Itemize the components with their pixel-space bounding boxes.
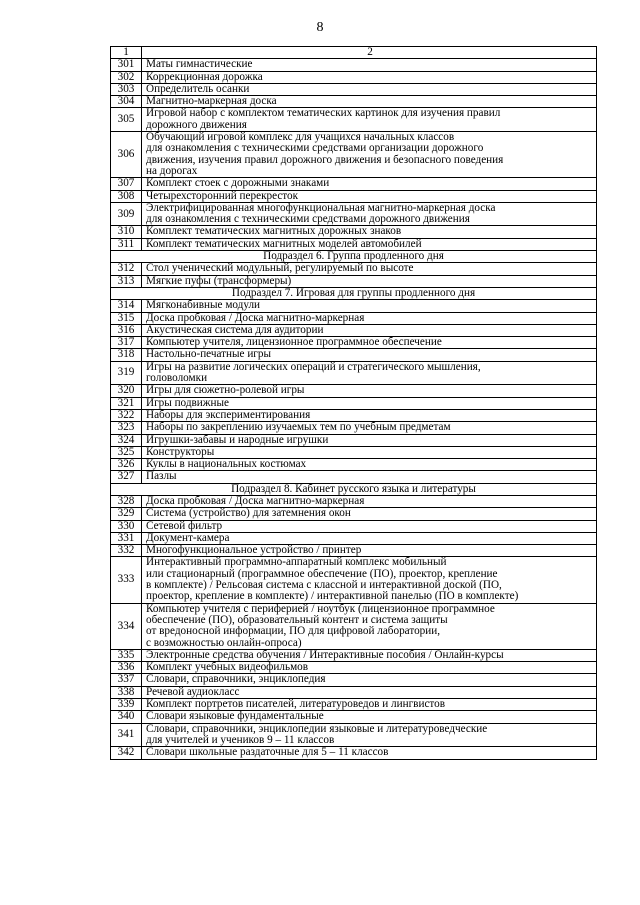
item-name-line: Речевой аудиокласс <box>146 685 240 698</box>
item-name <box>142 459 597 471</box>
item-name <box>142 190 597 202</box>
item-name-line: Игрушки-забавы и народные игрушки <box>146 433 329 446</box>
table-row <box>111 178 597 190</box>
table-row <box>111 59 597 71</box>
table-row <box>111 275 597 287</box>
item-name <box>142 603 597 649</box>
table-row <box>111 132 597 178</box>
item-name-line: для учителей и учеников 9 – 11 классов <box>146 733 335 746</box>
table-row <box>111 202 597 226</box>
item-name-line: Мягконабивные модули <box>146 299 261 312</box>
item-name-line: Словари, справочники, энциклопедия <box>146 673 326 686</box>
table-row <box>111 337 597 349</box>
item-number: 316 <box>111 324 142 336</box>
item-number: 326 <box>111 459 142 471</box>
item-name-line: Система (устройство) для затемнения окон <box>146 507 351 520</box>
item-name-line: Определитель осанки <box>146 82 250 95</box>
item-number: 302 <box>111 71 142 83</box>
item-name-line: Сетевой фильтр <box>146 519 223 532</box>
section-row <box>111 483 597 495</box>
item-name-line: Игры подвижные <box>146 396 229 409</box>
item-number: 325 <box>111 446 142 458</box>
item-number: 311 <box>111 238 142 250</box>
item-number: 334 <box>111 603 142 649</box>
table-row <box>111 603 597 649</box>
item-number: 336 <box>111 662 142 674</box>
item-name <box>142 361 597 385</box>
item-name-line: обеспечение (ПО), образовательный контент и система защиты <box>146 613 448 626</box>
table-row <box>111 662 597 674</box>
table-row <box>111 422 597 434</box>
item-name-line: Словари языковые фундаментальные <box>146 710 324 723</box>
item-number: 337 <box>111 674 142 686</box>
item-name-line: Доска пробковая / Доска магнитно-маркерная <box>146 494 365 507</box>
item-name-line: Словари, справочники, энциклопедии языковые и литературоведческие <box>146 722 488 735</box>
item-number: 330 <box>111 520 142 532</box>
table-row <box>111 674 597 686</box>
item-name <box>142 495 597 507</box>
table-row <box>111 71 597 83</box>
table-row <box>111 409 597 421</box>
item-number: 303 <box>111 83 142 95</box>
table-row <box>111 226 597 238</box>
item-number: 313 <box>111 275 142 287</box>
item-name <box>142 545 597 557</box>
item-number: 319 <box>111 361 142 385</box>
item-number: 301 <box>111 59 142 71</box>
item-name-line: Электрифицированная многофункциональная магнитно-маркерная доска <box>146 201 496 214</box>
item-name <box>142 71 597 83</box>
item-name-line: Компьютер учителя, лицензионное программное обеспечение <box>146 336 442 349</box>
table-row <box>111 723 597 747</box>
item-name-line: Куклы в национальных костюмах <box>146 458 307 471</box>
table-row <box>111 711 597 723</box>
table-row <box>111 532 597 544</box>
table-row <box>111 545 597 557</box>
item-name-line: Настольно-печатные игры <box>146 348 272 361</box>
item-name <box>142 132 597 178</box>
item-number: 306 <box>111 132 142 178</box>
item-number: 308 <box>111 190 142 202</box>
table-row <box>111 108 597 132</box>
item-name-line: Наборы по закреплению изучаемых тем по учебным предметам <box>146 421 451 434</box>
item-name-line: Документ-камера <box>146 531 230 544</box>
item-number: 327 <box>111 471 142 483</box>
item-number: 342 <box>111 747 142 759</box>
item-name-line: Комплект тематических магнитных дорожных знаков <box>146 225 402 238</box>
item-number: 315 <box>111 312 142 324</box>
item-name <box>142 557 597 603</box>
item-name <box>142 434 597 446</box>
item-name <box>142 263 597 275</box>
table-body <box>111 47 597 760</box>
table-row <box>111 361 597 385</box>
item-name-line: Игровой набор с комплектом тематических картинок для изучения правил <box>146 107 501 120</box>
item-name-line: на дорогах <box>146 164 198 177</box>
item-name-line: Многофункциональное устройство / принтер <box>146 544 362 557</box>
item-name <box>142 324 597 336</box>
item-number: 304 <box>111 96 142 108</box>
item-name <box>142 674 597 686</box>
table-row <box>111 190 597 202</box>
item-number: 314 <box>111 300 142 312</box>
item-name <box>142 226 597 238</box>
item-name-line: Акустическая система для аудитории <box>146 323 324 336</box>
item-name-line: для ознакомления с техническими средствами организации дорожного <box>146 142 484 155</box>
header-col-name: 2 <box>142 47 597 59</box>
table-row <box>111 312 597 324</box>
table-row <box>111 385 597 397</box>
equipment-table <box>110 46 597 760</box>
item-number: 318 <box>111 349 142 361</box>
table-row <box>111 459 597 471</box>
item-name-line: Игры на развитие логических операций и стратегического мышления, <box>146 360 481 373</box>
item-name <box>142 446 597 458</box>
table-row <box>111 699 597 711</box>
item-name-line: Электронные средства обучения / Интерактивные пособия / Онлайн-курсы <box>146 648 504 661</box>
item-number: 329 <box>111 508 142 520</box>
item-name <box>142 238 597 250</box>
item-name <box>142 397 597 409</box>
section-title: Подраздел 6. Группа продленного дня <box>111 251 597 263</box>
item-name <box>142 385 597 397</box>
item-name-line: Комплект портретов писателей, литературоведов и лингвистов <box>146 698 446 711</box>
table-row <box>111 300 597 312</box>
table-row <box>111 83 597 95</box>
item-number: 320 <box>111 385 142 397</box>
table-row <box>111 349 597 361</box>
section-row <box>111 287 597 299</box>
table-row <box>111 495 597 507</box>
item-name <box>142 178 597 190</box>
item-name-line: Обучающий игровой комплекс для учащихся начальных классов <box>146 131 455 144</box>
item-name-line: Комплект стоек с дорожными знаками <box>146 177 330 190</box>
item-number: 338 <box>111 686 142 698</box>
item-name <box>142 349 597 361</box>
table-row <box>111 649 597 661</box>
item-name-line: Словари школьные раздаточные для 5 – 11 классов <box>146 746 389 759</box>
item-number: 324 <box>111 434 142 446</box>
table-row <box>111 96 597 108</box>
item-name-line: Стол ученический модульный, регулируемый по высоте <box>146 262 414 275</box>
page-number: 8 <box>316 20 324 35</box>
item-name-line: или стационарный (программное обеспечение (ПО), проектор, крепление <box>146 567 498 580</box>
item-number: 305 <box>111 108 142 132</box>
item-name <box>142 508 597 520</box>
item-name <box>142 312 597 324</box>
item-name-line: Интерактивный программно-аппаратный комплекс мобильный <box>146 556 447 569</box>
item-number: 309 <box>111 202 142 226</box>
item-number: 312 <box>111 263 142 275</box>
item-name-line: Доска пробковая / Доска магнитно-маркерная <box>146 311 365 324</box>
table-header-row <box>111 47 597 59</box>
item-name-line: Мягкие пуфы (трансформеры) <box>146 274 292 287</box>
item-name <box>142 337 597 349</box>
item-name <box>142 662 597 674</box>
item-name <box>142 699 597 711</box>
item-number: 307 <box>111 178 142 190</box>
item-name-line: Игры для сюжетно-ролевой игры <box>146 384 305 397</box>
item-name-line: Комплект учебных видеофильмов <box>146 661 309 674</box>
item-name-line: для ознакомления с техническими средствами дорожного движения <box>146 213 470 226</box>
item-number: 317 <box>111 337 142 349</box>
item-name <box>142 711 597 723</box>
item-number: 339 <box>111 699 142 711</box>
item-name <box>142 96 597 108</box>
item-name-line: головоломки <box>146 372 208 385</box>
item-name <box>142 747 597 759</box>
table-row <box>111 508 597 520</box>
item-number: 340 <box>111 711 142 723</box>
item-name <box>142 108 597 132</box>
item-name <box>142 202 597 226</box>
item-name-line: Маты гимнастические <box>146 58 253 71</box>
item-name <box>142 649 597 661</box>
item-name-line: от вредоносной информации, ПО для цифровой лаборатории, <box>146 625 441 638</box>
table-row <box>111 263 597 275</box>
item-name <box>142 532 597 544</box>
table-row <box>111 557 597 603</box>
item-name-line: Компьютер учителя с периферией / ноутбук (лицензионное программное <box>146 602 495 615</box>
item-name <box>142 723 597 747</box>
item-name <box>142 520 597 532</box>
item-name-line: Комплект тематических магнитных моделей автомобилей <box>146 237 422 250</box>
item-name-line: Коррекционная дорожка <box>146 70 263 83</box>
table-row <box>111 397 597 409</box>
table-row <box>111 686 597 698</box>
section-row <box>111 251 597 263</box>
item-name <box>142 275 597 287</box>
item-number: 332 <box>111 545 142 557</box>
item-name-line: Наборы для экспериментирования <box>146 408 311 421</box>
item-number: 322 <box>111 409 142 421</box>
section-title: Подраздел 8. Кабинет русского языка и литературы <box>111 483 597 495</box>
item-number: 335 <box>111 649 142 661</box>
item-name-line: с возможностью онлайн-опроса) <box>146 636 302 649</box>
header-col-number: 1 <box>111 47 142 59</box>
table-row <box>111 747 597 759</box>
item-name <box>142 686 597 698</box>
item-name-line: движения, изучения правил дорожного движения и безопасного поведения <box>146 153 504 166</box>
table-row <box>111 471 597 483</box>
item-name <box>142 409 597 421</box>
item-number: 331 <box>111 532 142 544</box>
item-name <box>142 300 597 312</box>
table-row <box>111 238 597 250</box>
item-number: 321 <box>111 397 142 409</box>
section-title: Подраздел 7. Игровая для группы продленного дня <box>111 287 597 299</box>
item-name <box>142 59 597 71</box>
item-name-line: Конструкторы <box>146 445 215 458</box>
item-name-line: дорожного движения <box>146 118 247 131</box>
item-number: 328 <box>111 495 142 507</box>
table-row <box>111 446 597 458</box>
item-name-line: Четырехсторонний перекресток <box>146 189 299 202</box>
table-row <box>111 520 597 532</box>
item-name-line: проектор, крепление в комплекте) / интерактивной панелью (ПО в комплекте) <box>146 590 519 603</box>
item-number: 341 <box>111 723 142 747</box>
item-name-line: в комплекте) / Рельсовая система с классной и интерактивной доской (ПО, <box>146 579 502 592</box>
item-name-line: Магнитно-маркерная доска <box>146 95 277 108</box>
item-number: 323 <box>111 422 142 434</box>
item-number: 333 <box>111 557 142 603</box>
item-name <box>142 83 597 95</box>
table-row <box>111 434 597 446</box>
table-row <box>111 324 597 336</box>
item-name <box>142 422 597 434</box>
item-number: 310 <box>111 226 142 238</box>
item-name-line: Пазлы <box>146 470 177 483</box>
item-name <box>142 471 597 483</box>
